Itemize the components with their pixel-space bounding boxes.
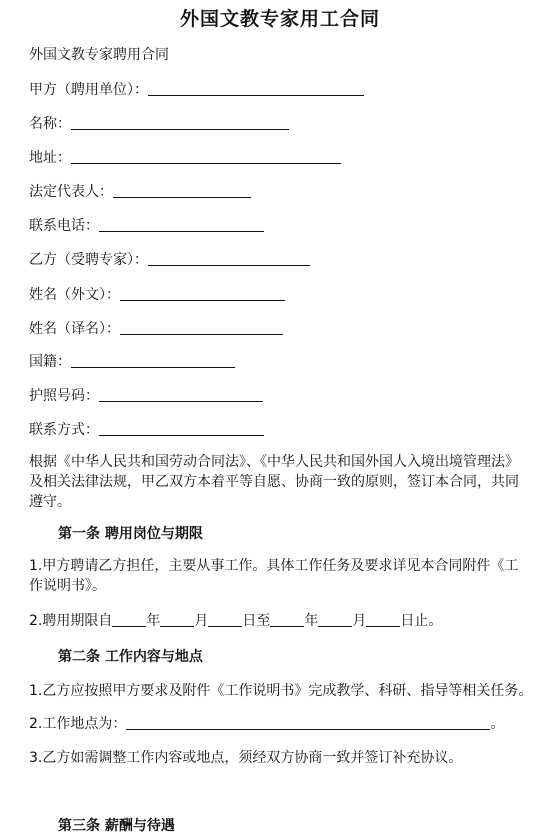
- article-2-clause-2: [29, 713, 504, 733]
- field-translated-name: [29, 318, 283, 338]
- contract-subtitle: 外国文教专家聘用合同: [29, 47, 169, 63]
- field-phone: [29, 215, 264, 235]
- document-title: 外国文教专家用工合同: [179, 8, 380, 30]
- field-blank[interactable]: [113, 183, 251, 198]
- field-address: [29, 147, 341, 167]
- field-label: 姓名（外文）：: [29, 287, 120, 303]
- field-blank[interactable]: [71, 149, 341, 164]
- field-name: [29, 113, 289, 133]
- field-party-a: [29, 79, 364, 99]
- article-2-heading: 第二条 工作内容与地点: [58, 649, 203, 665]
- clause-text: 2.聘用期限自: [29, 613, 113, 629]
- field-blank[interactable]: [148, 81, 364, 96]
- article-3-heading: 第三条 薪酬与待遇: [58, 818, 175, 834]
- field-label: 护照号码：: [29, 388, 99, 404]
- month-blank[interactable]: [318, 612, 352, 627]
- clause-text: 。: [490, 716, 505, 732]
- field-blank[interactable]: [120, 320, 283, 335]
- article-2-clause-3: 3.乙方如需调整工作内容或地点，须经双方协商一致并签订补充协议。: [29, 750, 463, 766]
- clause-text: 年: [146, 613, 161, 629]
- field-blank[interactable]: [99, 387, 263, 402]
- field-blank[interactable]: [99, 217, 264, 232]
- year-blank[interactable]: [270, 612, 304, 627]
- clause-text: 2.工作地点为：: [29, 716, 127, 732]
- field-label: 联系方式：: [29, 422, 99, 438]
- work-location-blank[interactable]: [126, 715, 490, 730]
- field-party-b: [29, 249, 310, 269]
- clause-text: 日止。: [400, 613, 443, 629]
- field-label: 乙方（受聘专家）：: [29, 252, 148, 268]
- field-label: 联系电话：: [29, 218, 99, 234]
- month-blank[interactable]: [160, 612, 194, 627]
- field-blank[interactable]: [99, 421, 264, 436]
- field-label: 名称：: [29, 116, 71, 132]
- field-nationality: [29, 351, 235, 371]
- field-label: 法定代表人：: [29, 184, 113, 200]
- field-contact: [29, 419, 264, 439]
- day-blank[interactable]: [366, 612, 400, 627]
- article-1-heading: 第一条 聘用岗位与期限: [58, 526, 203, 542]
- day-blank[interactable]: [208, 612, 242, 627]
- field-blank[interactable]: [71, 115, 289, 130]
- field-blank[interactable]: [120, 286, 285, 301]
- clause-text: 月: [352, 613, 367, 629]
- year-blank[interactable]: [112, 612, 146, 627]
- article-1-clause-1: 1.甲方聘请乙方担任，主要从事工作。具体工作任务及要求详见本合同附件《工作说明书》。: [29, 558, 519, 594]
- field-label: 国籍：: [29, 354, 71, 370]
- article-2-clause-1: 1.乙方应按照甲方要求及附件《工作说明书》完成教学、科研、指导等相关任务。: [29, 683, 533, 699]
- field-label: 姓名（译名）：: [29, 321, 120, 337]
- field-blank[interactable]: [148, 251, 310, 266]
- clause-text: 月: [194, 613, 209, 629]
- field-foreign-name: [29, 284, 285, 304]
- field-blank[interactable]: [71, 353, 235, 368]
- field-passport: [29, 385, 263, 405]
- field-label: 甲方（聘用单位）：: [29, 82, 148, 98]
- field-label: 地址：: [29, 150, 71, 166]
- clause-text: 日至: [242, 613, 271, 629]
- preamble-paragraph: 根据《中华人民共和国劳动合同法》、《中华人民共和国外国人入境出境管理法》及相关法律法规，甲乙双方本着平等自愿、协商一致的原则，签订本合同，共同遵守。: [29, 454, 519, 510]
- article-1-clause-2: [29, 610, 442, 630]
- field-legal-rep: [29, 181, 251, 201]
- clause-text: 年: [304, 613, 319, 629]
